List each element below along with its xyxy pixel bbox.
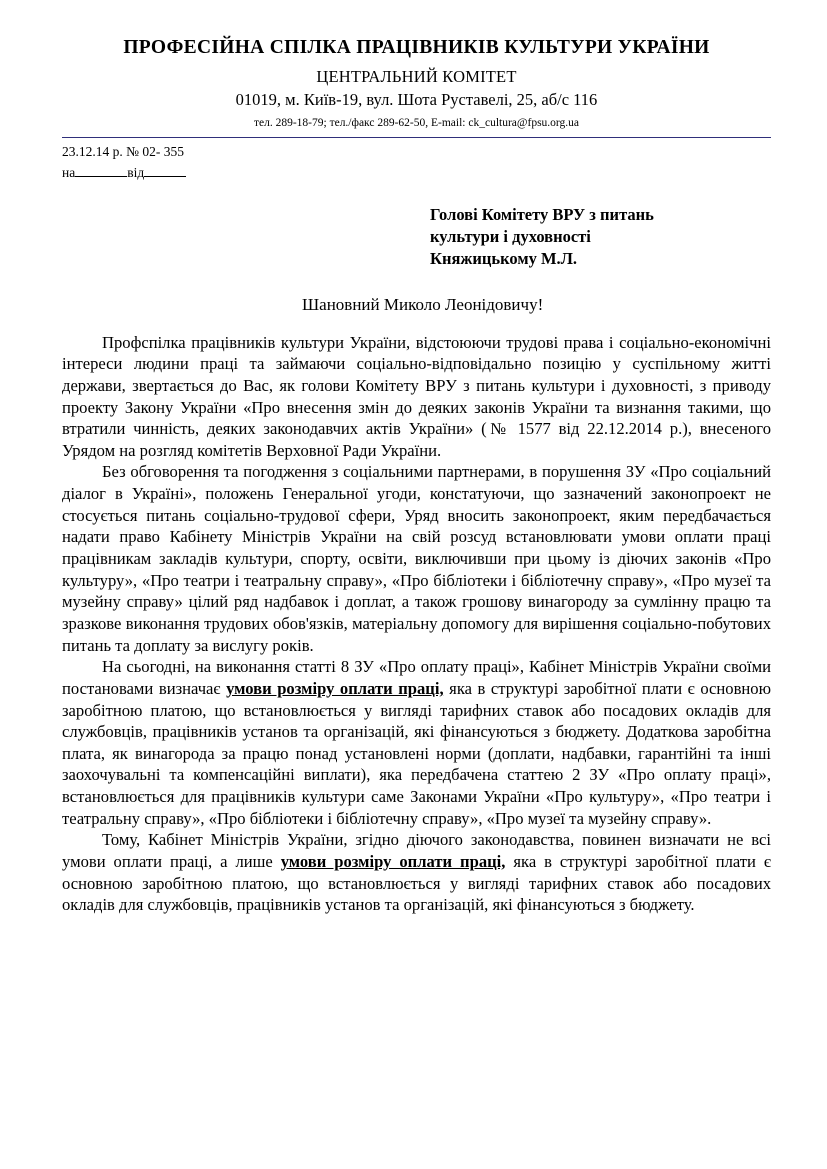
paragraph-4-part-b: яка в структурі заробітної плати є основною заробітною платою, що встановлюється у вигляді тарифних ставок або посадових окладів для службовців, працівників установ та організацій, які фінансуються з бюджету. bbox=[62, 852, 771, 915]
addressee-block bbox=[430, 204, 771, 270]
incoming-prefix-label: на bbox=[62, 164, 76, 180]
incoming-number-blank bbox=[75, 163, 127, 177]
organization-title: ПРОФЕСІЙНА СПІЛКА ПРАЦІВНИКІВ КУЛЬТУРИ УКРАЇНИ bbox=[123, 37, 710, 58]
incoming-date-label: від bbox=[127, 164, 145, 180]
reference-block bbox=[62, 142, 771, 181]
incoming-number bbox=[62, 163, 771, 182]
outgoing-number: 23.12.14 р. № 02- 355 bbox=[62, 144, 185, 160]
body-paragraph-2: Без обговорення та погодження з соціальними партнерами, в порушення ЗУ «Про соціальний діалог в Україні», положень Генеральної угоди, констатуючи, що зазначений законопроект не стосується питань соціально-трудової сфери, Уряд вносить законопроект, яким передбачається надати право Кабінету Міністрів України на свій розсуд встановлювати умови оплати праці працівникам закладів культури, спорту, освіти, виключивши при цьому із діючих законів «Про культуру», «Про театри і театральну справу», «Про бібліотеки і бібліотечну справу», «Про музеї та музейну справу» цілий ряд надбавок і доплат, а також грошову винагороду за сумлінну працю та зразкове виконання трудових обов'язків, матеріальну допомогу для вирішення соціально-побутових питань та доплату за вислугу років. bbox=[62, 462, 771, 655]
paragraph-4-part-a: Тому, Кабінет Міністрів України, згідно діючого законодавства, повинен визначати не всі умови оплати праці, а лише bbox=[62, 830, 771, 871]
paragraph-3-part-b: яка в структурі заробітної плати є основною заробітною платою, що встановлюється у вигляді тарифних ставок або посадових окладів для службовців, працівників установ та організацій, які фінансуються з бюджету. Додаткова заробітна плата, як винагорода за працю понад установлені норми (доплати, надбавки, гарантійні та інші заохочувальні та компенсаційні виплати), яка передбачена статтею 2 ЗУ «Про оплату праці», встановлюється для працівників культури саме Законами України «Про культуру», «Про театри і театральну справу», «Про бібліотеки і бібліотечну справу», «Про музеї та музейну справу». bbox=[62, 678, 771, 828]
organization-subtitle: ЦЕНТРАЛЬНИЙ КОМІТЕТ bbox=[316, 66, 517, 86]
addressee-line-3: Княжицькому М.Л. bbox=[430, 248, 578, 268]
body-paragraph-3 bbox=[62, 656, 771, 829]
paragraph-3-part-a: На сьогодні, на виконання статті 8 ЗУ «Про оплату праці», Кабінет Міністрів України своїми постановами визначає bbox=[62, 657, 771, 698]
body-paragraph-4 bbox=[62, 829, 771, 916]
incoming-date-blank bbox=[144, 163, 186, 177]
header-divider bbox=[62, 137, 771, 138]
letterhead bbox=[62, 36, 771, 130]
paragraph-3-emphasis: умови розміру оплати праці, bbox=[226, 678, 444, 698]
salutation: Шановний Миколо Леонідовичу! bbox=[302, 294, 544, 314]
organization-address: 01019, м. Київ-19, вул. Шота Руставелі, 25, аб/с 116 bbox=[235, 90, 598, 110]
addressee-line-2: культури і духовності bbox=[430, 226, 591, 246]
addressee-line-1: Голові Комітету ВРУ з питань bbox=[430, 204, 654, 224]
letter-body bbox=[62, 332, 771, 916]
body-paragraph-1: Профспілка працівників культури України, відстоюючи трудові права і соціально-економічні інтереси людини праці та займаючи соціально-відповідально позицію у суспільному житті держави, звертається до Вас, як голови Комітету ВРУ з питань культури і духовності, з приводу проекту Закону України «Про внесення змін до деяких законів України та визнання такими, що втратили чинність, деяких законодавчих актів України» (№ 1577 від 22.12.2014 р.), внесеного Урядом на розгляд комітетів Верховної Ради України. bbox=[62, 332, 771, 460]
organization-contacts: тел. 289-18-79; тел./факс 289-62-50, E-mail: ck_cultura@fpsu.org.ua bbox=[253, 117, 580, 130]
paragraph-4-emphasis: умови розміру оплати праці, bbox=[280, 852, 506, 871]
